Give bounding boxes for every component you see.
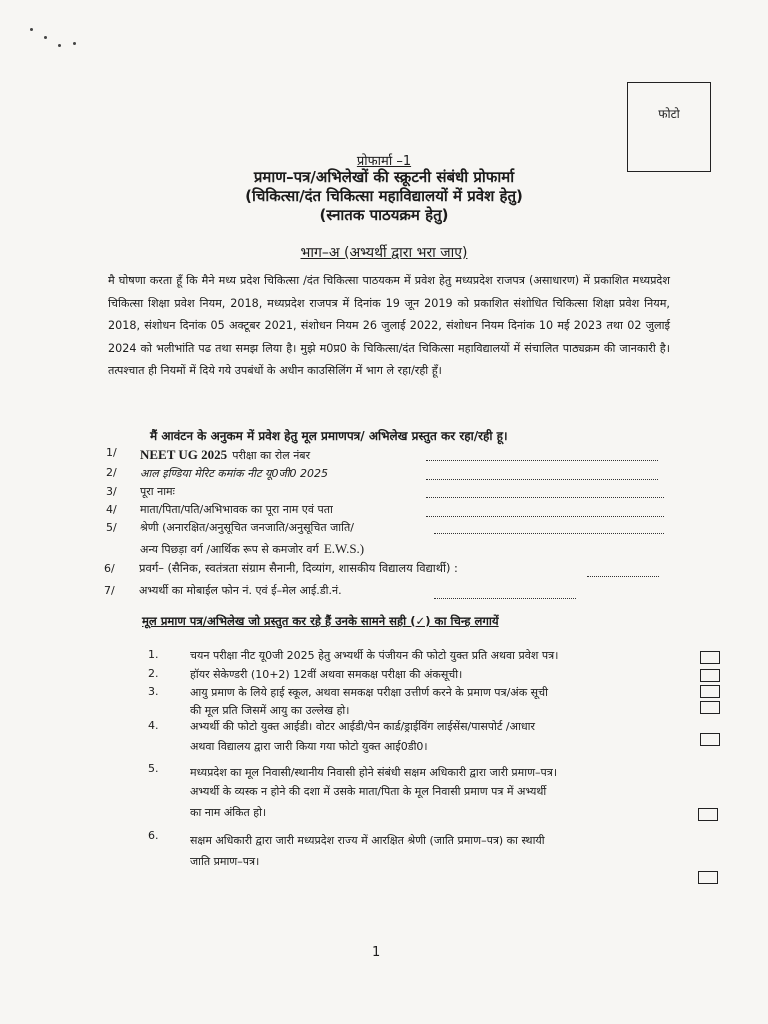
checklist-item-text: अथवा विद्यालय द्वारा जारी किया गया फोटो युक्त आई0डी0।: [190, 740, 428, 753]
ews-label: E.W.S.): [323, 541, 365, 556]
scan-speck: [58, 44, 61, 47]
category-input-line[interactable]: [434, 533, 664, 534]
field-category-continued: [140, 538, 364, 557]
checklist-item-text: जाति प्रमाण–पत्र।: [190, 855, 260, 868]
field-roll-number-label: [140, 444, 310, 463]
declaration-paragraph: मै घोषणा करता हूँ कि मैने मध्य प्रदेश चिकित्सा /दंत चिकित्सा पाठयकम में प्रवेश हेतु मध्यप्रदेश राजपत्र (असाधारण) में प्रकाशित मध्यप्रदेश चिकित्सा शिक्षा प्रवेश नियम, 2018, मध्यप्रदेश राजपत्र में दिनांक 19 जून 2019 को प्रकाशित संशोधित चिकित्सा शिक्षा प्रवेश नियम, 2018, संशोधन दिनांक 05 अक्टूबर 2021, संशोधन नियम 26 जुलाई 2022, संशोधन नियम दिनांक 10 मई 2023 तथा 02 जुलाई 2024 को भलीभांति पढ तथा समझ लिया है। मुझे म0प्र0 के चिकित्सा/दंत चिकित्सा महाविद्यालयों में संचालित पाठ्यक्रम की जानकारी है। तत्पश्चात ही नियमों में दिये गये उपबंधों के अधीन काउसिलिंग में भाग ले रहा/रही हूँ।: [108, 274, 670, 378]
checkbox-item-3[interactable]: [700, 685, 720, 698]
proforma-subtitle-1: प्रमाण–पत्र/अभिलेखों की स्क्रूटनी संबंधी प्रोफार्मा: [253, 168, 515, 186]
checklist-item-text: आयु प्रमाण के लिये हाई स्कूल, अथवा समकक्ष परीक्षा उत्तीर्ण करने के प्रमाण पत्र/अंक सूची: [190, 686, 548, 699]
checklist-item-text: अभ्यर्थी के व्यस्क न होने की दशा में उसके माता/पिता के मूल निवासी प्रमाण पत्र में अभ्यर्थी: [190, 785, 547, 798]
proforma-subtitle-3: (स्नातक पाठयक्रम हेतु): [319, 206, 449, 224]
field-number: 6/: [104, 562, 115, 575]
checklist-item-text: हॉयर सेकेण्डरी (10+2) 12वीं अथवा समकक्ष परीक्षा की अंकसूची।: [190, 668, 463, 681]
merit-rank-input-line[interactable]: [426, 479, 658, 480]
checklist-item-text: चयन परीक्षा नीट यू0जी 2025 हेतु अभ्यर्थी के पंजीयन की फोटो युक्त प्रति अथवा प्रवेश पत्र।: [190, 649, 559, 662]
checklist-number: 1.: [148, 648, 159, 661]
checklist-item-text: मध्यप्रदेश का मूल निवासी/स्थानीय निवासी होने संबंधी सक्षम अधिकारी द्वारा जारी प्रमाण–पत्र।: [190, 766, 558, 779]
checklist-item-text: अभ्यर्थी की फोटो युक्त आईडी। वोटर आईडी/पेन कार्ड/ड्राईविंग लाईसेंस/पासपोर्ट /आधार: [190, 720, 535, 733]
category-continued-text: अन्य पिछड़ा वर्ग /आर्थिक रूप से कमजोर वर्ग: [140, 543, 319, 556]
scan-speck: [30, 28, 33, 31]
checklist-item-text: की मूल प्रति जिसमें आयु का उल्लेख हो।: [190, 704, 350, 717]
field-quota-label: प्रवर्ग– (सैनिक, स्वतंत्रता संग्राम सैनानी, दिव्यांग, शासकीय विद्यालय विद्यार्थी) :: [139, 561, 458, 575]
checklist-number: 2.: [148, 667, 159, 680]
field-contact-label: अभ्यर्थी का मोबाईल फोन नं. एवं ई–मेल आई.डी.नं.: [139, 584, 342, 597]
field-full-name-label: पूरा नामः: [140, 485, 175, 498]
page-number: 1: [372, 945, 381, 960]
allotment-statement: मैं आवंटन के अनुकम में प्रवेश हेतु मूल प्रमाणपत्र/ अभिलेख प्रस्तुत कर रहा/रही हू।: [150, 429, 508, 443]
field-number: 5/: [106, 521, 117, 534]
part-a-heading: भाग–अ (अभ्यर्थी द्वारा भरा जाए): [300, 245, 468, 261]
field-number: 3/: [106, 485, 117, 498]
checklist-number: 4.: [148, 719, 159, 732]
checkbox-item-4[interactable]: [700, 701, 720, 714]
contact-input-line[interactable]: [434, 598, 576, 599]
checklist-number: 5.: [148, 762, 159, 775]
photo-label: फोटो: [658, 107, 680, 121]
field-number: 7/: [104, 584, 115, 597]
field-number: 2/: [106, 466, 117, 479]
field-number: 4/: [106, 503, 117, 516]
document-checklist-heading: मूल प्रमाण पत्र/अभिलेख जो प्रस्तुत कर रहे हैं उनके सामने सही (✓) का चिन्ह लगायें: [142, 614, 499, 628]
checklist-number: 3.: [148, 685, 159, 698]
proforma-title: प्रोफार्मा –1: [356, 154, 412, 169]
scan-speck: [44, 36, 47, 39]
checkbox-item-2[interactable]: [700, 669, 720, 682]
checklist-number: 6.: [148, 829, 159, 842]
field-guardian-label: माता/पिता/पति/अभिभावक का पूरा नाम एवं पता: [140, 503, 333, 516]
guardian-input-line[interactable]: [426, 516, 664, 517]
scan-speck: [73, 42, 76, 45]
field-merit-rank-label: आल इण्डिया मेरिट कमांक नीट यू0जी0 2025: [140, 467, 328, 480]
checkbox-item-5[interactable]: [698, 808, 718, 821]
field-category-label: श्रेणी (अनारक्षित/अनुसूचित जनजाति/अनुसूचित जाति/: [140, 521, 354, 534]
roll-number-text: परीक्षा का रोल नंबर: [232, 449, 311, 462]
checklist-item-text: सक्षम अधिकारी द्वारा जारी मध्यप्रदेश राज्य में आरक्षित श्रेणी (जाति प्रमाण–पत्र) का स्थायी: [190, 834, 545, 847]
roll-number-input-line[interactable]: [426, 460, 658, 461]
checkbox-item-4b[interactable]: [700, 733, 720, 746]
proforma-subtitle-2: (चिकित्सा/दंत चिकित्सा महाविद्यालयों में प्रवेश हेतु): [245, 187, 523, 205]
full-name-input-line[interactable]: [426, 497, 664, 498]
neet-label: NEET UG 2025: [140, 447, 228, 462]
checkbox-item-6[interactable]: [698, 871, 718, 884]
checklist-item-text: का नाम अंकित हो।: [190, 806, 267, 819]
quota-input-line[interactable]: [587, 576, 659, 577]
field-number: 1/: [106, 446, 117, 459]
checkbox-item-1[interactable]: [700, 651, 720, 664]
